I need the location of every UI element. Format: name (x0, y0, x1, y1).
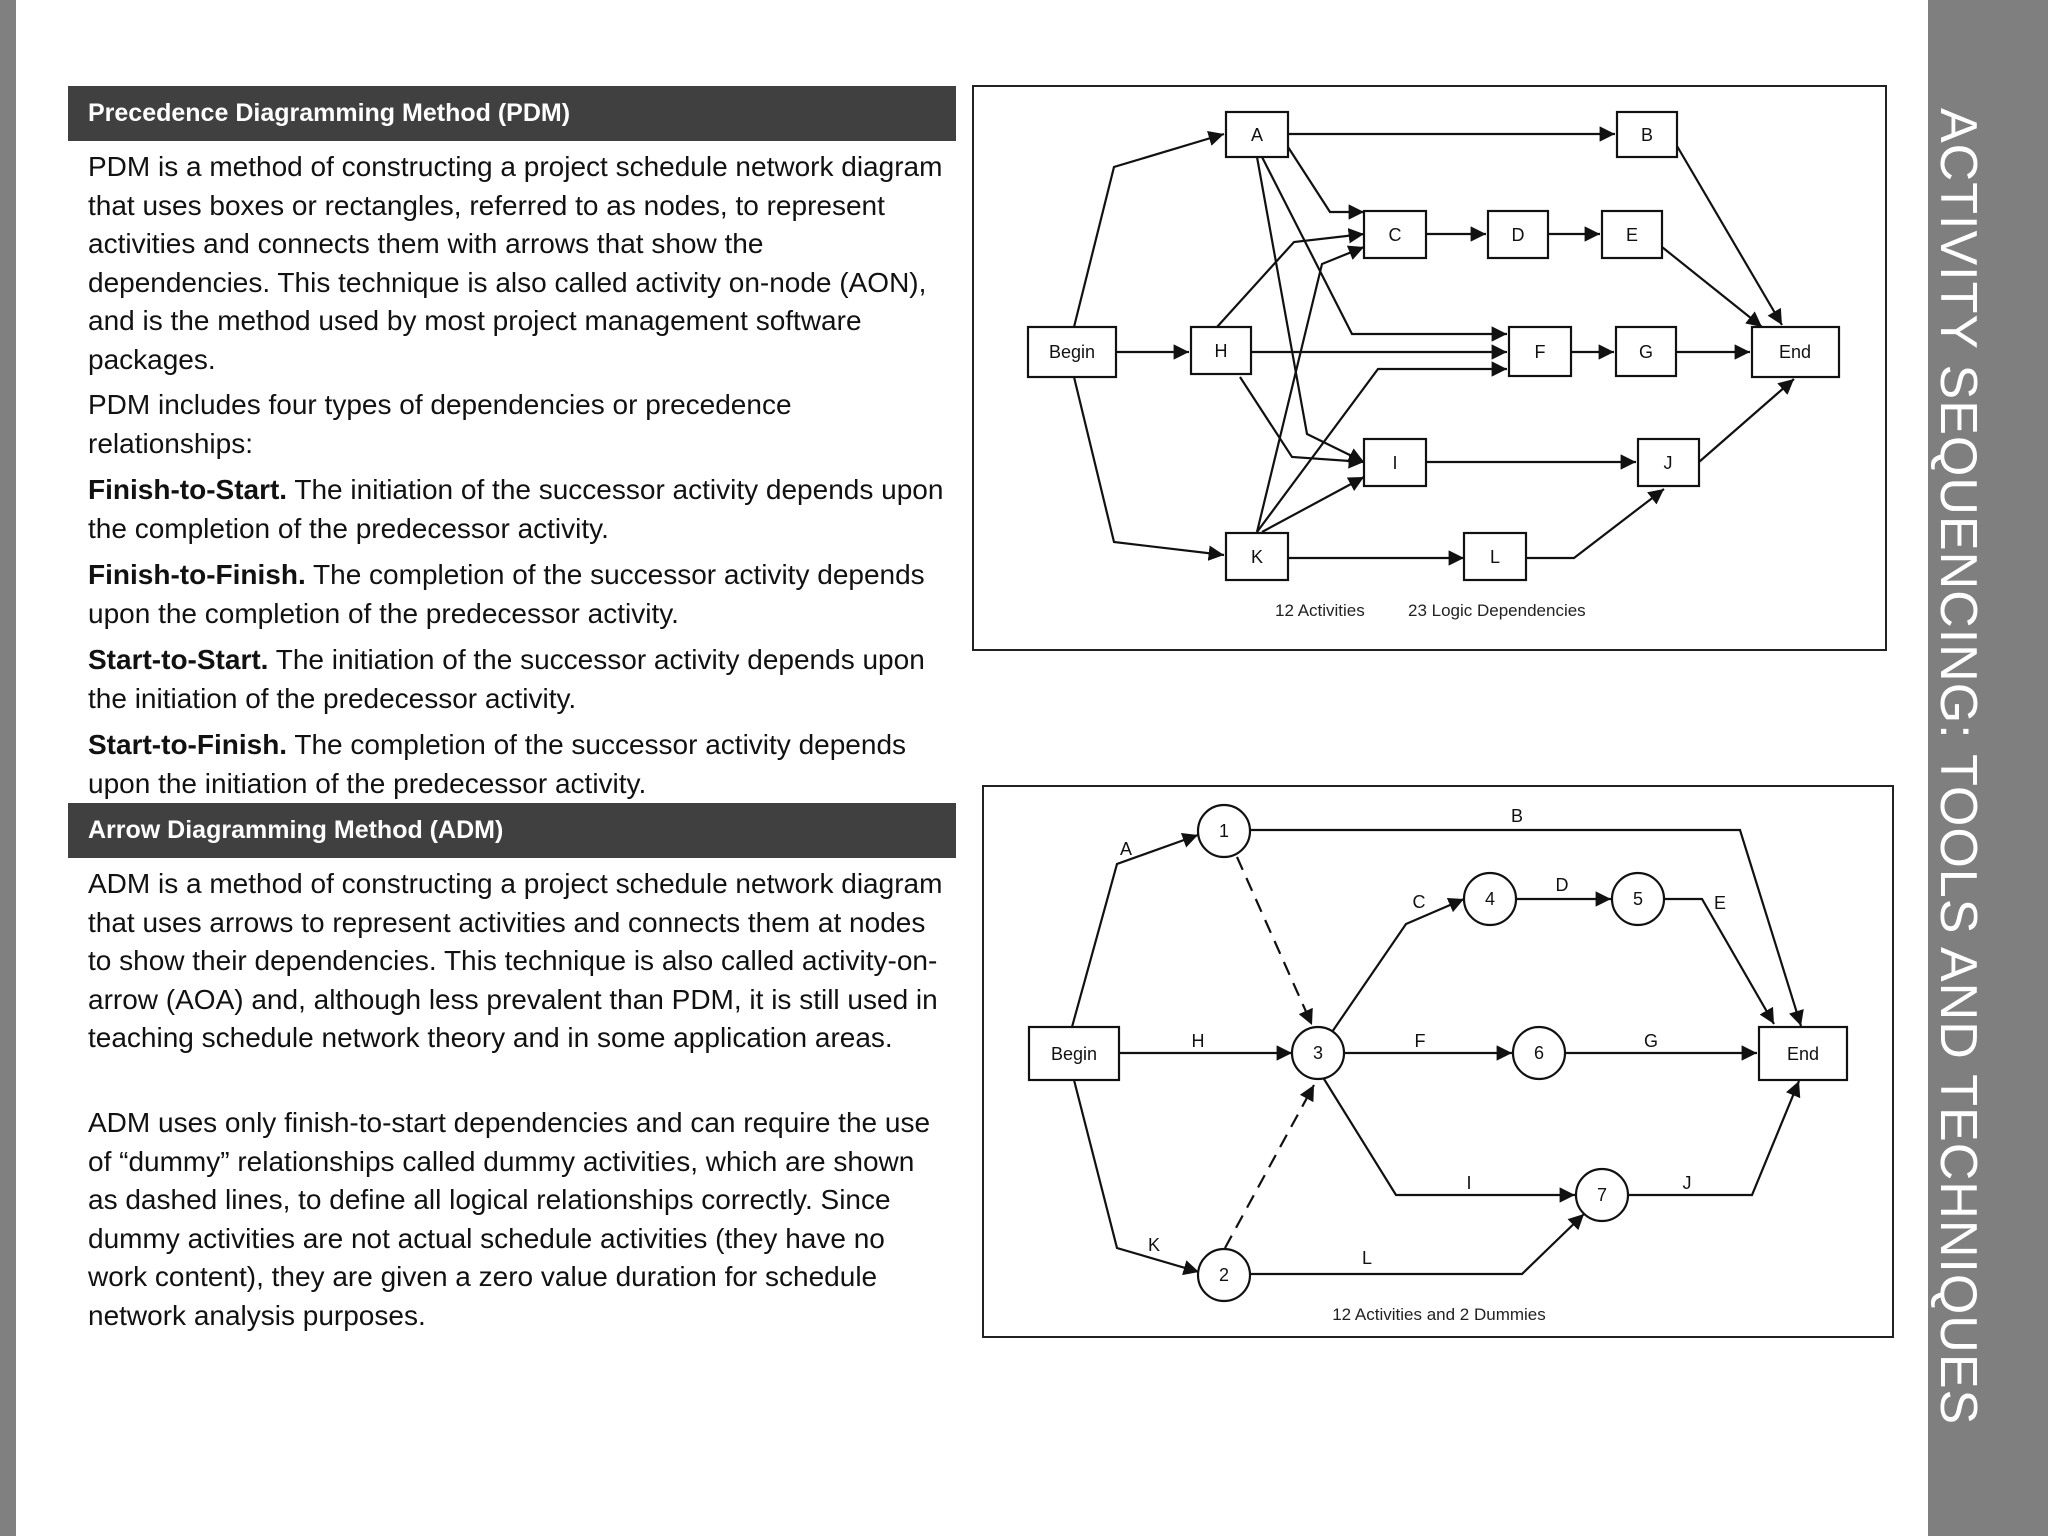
adm-arrow-e (1664, 899, 1774, 1024)
adm-node-7-label: 7 (1596, 1185, 1608, 1205)
edge-e-end (1662, 247, 1762, 327)
adm-dummy-paragraph: ADM uses only finish-to-start dependencies and can require the use of “dummy” relationships called dummy activities, which are shown as dashed lines, to define all logical relationships correctly. Since dummy activities are not actual schedule activities (they have no work content), they are given a zero value duration for schedule network analysis purposes. (88, 1107, 931, 1331)
left-edge-strip (0, 0, 16, 1536)
adm-arrow-l (1251, 1214, 1584, 1274)
adm-intro-paragraph: ADM is a method of constructing a project schedule network diagram that uses arrows to represent activities and connects them at nodes to show their dependencies. This technique is also called activity-on-arrow (AOA) and, although less prevalent than PDM, it is still used in teaching schedule network theory and in some application areas. (88, 868, 943, 1053)
pdm-node-j-label: J (1663, 453, 1673, 473)
adm-caption: 12 Activities and 2 Dummies (1332, 1305, 1546, 1324)
adm-activity-b-label: B (1510, 806, 1524, 826)
adm-activity-f-label: F (1414, 1031, 1426, 1051)
dependency-desc: The initiation of the successor activity depends upon the completion of the predecessor activity. (88, 474, 944, 544)
pdm-node-end-label: End (1778, 342, 1812, 362)
adm-activity-a-label: A (1119, 839, 1133, 859)
pdm-caption-activities: 12 Activities (1275, 601, 1365, 620)
adm-activity-l-label: L (1361, 1248, 1373, 1268)
adm-node-end-label: End (1786, 1044, 1820, 1064)
adm-arrow-k (1074, 1080, 1199, 1272)
dependency-term: Finish-to-Finish. (88, 559, 306, 590)
pdm-node-c-label: C (1388, 225, 1402, 245)
pdm-node-a-label: A (1250, 125, 1264, 145)
adm-arrow-i (1324, 1079, 1575, 1195)
adm-arrow-a (1072, 835, 1198, 1027)
adm-activity-j-label: J (1682, 1173, 1692, 1193)
pdm-node-k-label: K (1250, 547, 1264, 567)
adm-diagram-svg (984, 787, 1896, 1340)
adm-dummy-1-3 (1237, 857, 1312, 1025)
edge-h-i (1240, 377, 1364, 462)
pdm-node-b-label: B (1640, 125, 1654, 145)
pdm-node-h-label: H (1214, 341, 1228, 361)
side-title: ACTIVITY SEQUENCING: TOOLS AND TECHNIQUES (1929, 108, 1987, 1426)
dependency-term: Start-to-Finish. (88, 729, 288, 760)
dependency-start-to-finish (88, 726, 948, 803)
pdm-section-header: Precedence Diagramming Method (PDM) (68, 86, 956, 141)
dependency-start-to-start (88, 641, 948, 718)
adm-dummy-2-3 (1225, 1085, 1314, 1248)
adm-node-4-label: 4 (1484, 889, 1496, 909)
adm-section-header: Arrow Diagramming Method (ADM) (68, 803, 956, 858)
adm-activity-d-label: D (1555, 875, 1569, 895)
adm-node-3-label: 3 (1312, 1043, 1324, 1063)
pdm-diagram-svg (974, 87, 1889, 653)
edge-k-c (1257, 247, 1364, 532)
adm-activity-e-label: E (1713, 893, 1727, 913)
pdm-node-i-label: I (1392, 453, 1398, 473)
adm-node-6-label: 6 (1533, 1043, 1545, 1063)
pdm-node-g-label: G (1638, 342, 1654, 362)
dependency-desc: The initiation of the successor activity depends upon the initiation of the predecessor activity. (88, 644, 925, 714)
adm-activity-k-label: K (1147, 1235, 1161, 1255)
adm-arrow-c (1332, 899, 1464, 1032)
adm-activity-c-label: C (1412, 892, 1426, 912)
adm-activity-g-label: G (1643, 1031, 1659, 1051)
pdm-node-f-label: F (1534, 342, 1546, 362)
adm-activity-h-label: H (1191, 1031, 1205, 1051)
adm-node-begin-label: Begin (1050, 1044, 1098, 1064)
edge-begin-k (1074, 377, 1224, 555)
dependency-desc: The completion of the successor activity depends upon the initiation of the predecessor activity. (88, 729, 907, 799)
edge-b-end (1677, 146, 1782, 325)
pdm-network-diagram (972, 85, 1887, 651)
dependency-term: Start-to-Start. (88, 644, 269, 675)
adm-node-1-label: 1 (1218, 821, 1230, 841)
pdm-intro-paragraph: PDM is a method of constructing a project schedule network diagram that uses boxes or rectangles, referred to as nodes, to represent activities and connects them with arrows that show the dependencies. This technique is also called activity on-node (AON), and is the method used by most project management software packages. (88, 151, 943, 375)
dependency-desc: The completion of the successor activity depends upon the completion of the predecessor activity. (88, 559, 925, 629)
adm-network-diagram (982, 785, 1894, 1338)
dependency-finish-to-start (88, 471, 948, 548)
pdm-node-d-label: D (1511, 225, 1525, 245)
edge-begin-a (1074, 134, 1224, 327)
dependency-term: Finish-to-Start. (88, 474, 288, 505)
edge-j-end (1699, 379, 1794, 462)
dependency-finish-to-finish (88, 556, 948, 633)
pdm-caption-dependencies: 23 Logic Dependencies (1408, 601, 1586, 620)
pdm-types-intro: PDM includes four types of dependencies or precedence relationships: (88, 389, 792, 459)
adm-node-5-label: 5 (1632, 889, 1644, 909)
adm-node-2-label: 2 (1218, 1265, 1230, 1285)
adm-activity-i-label: I (1466, 1173, 1472, 1193)
edge-a-c (1288, 147, 1364, 212)
pdm-node-begin-label: Begin (1048, 342, 1096, 362)
edge-l-j (1526, 489, 1664, 558)
adm-arrow-j (1628, 1081, 1799, 1195)
pdm-node-e-label: E (1625, 225, 1639, 245)
pdm-node-l-label: L (1489, 547, 1501, 567)
